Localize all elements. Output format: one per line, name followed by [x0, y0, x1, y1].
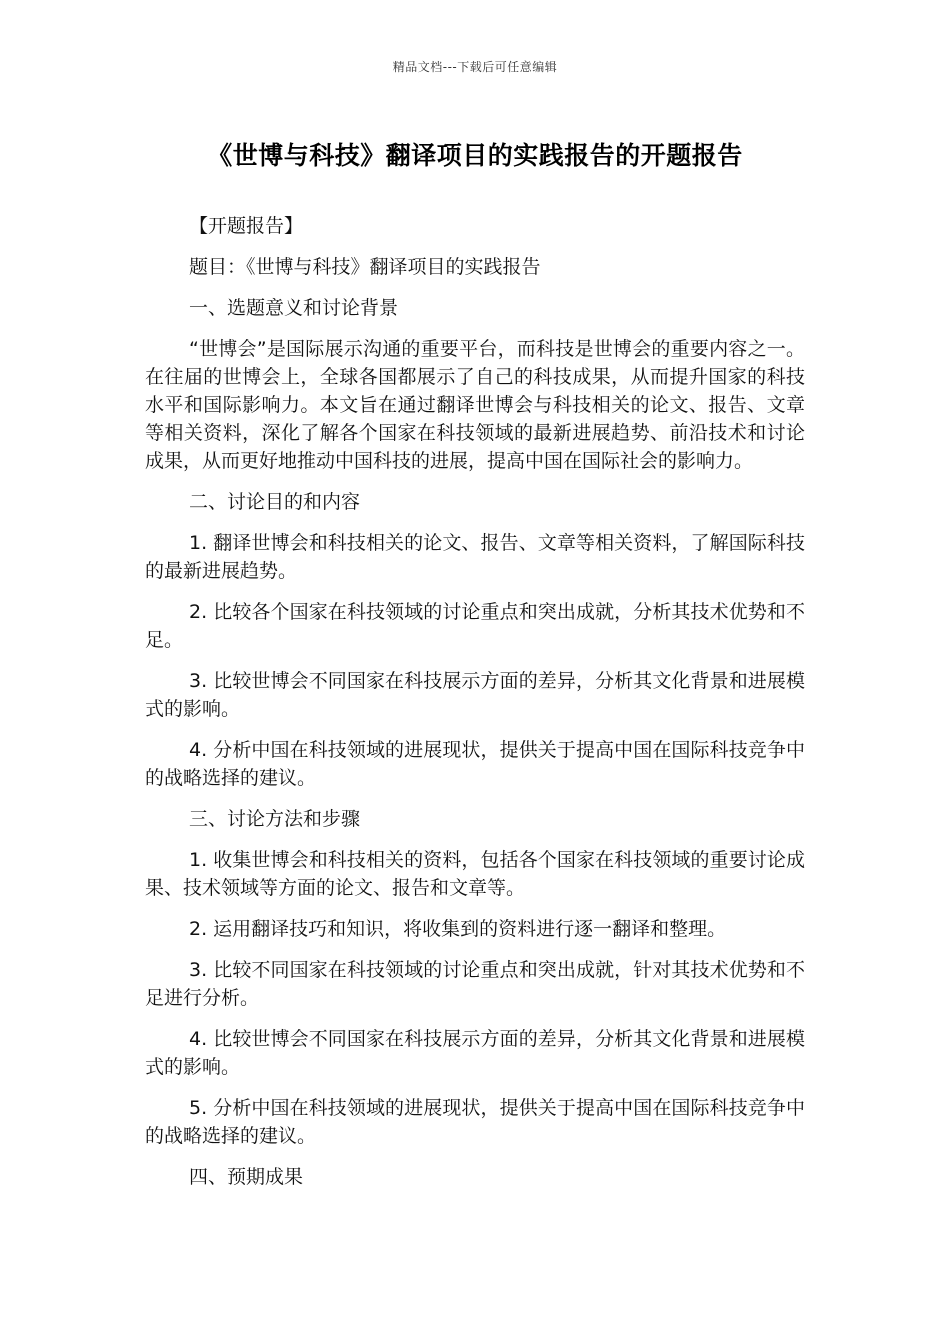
- list-item: [145, 915, 805, 943]
- report-label: 【开题报告】: [189, 215, 304, 237]
- list-item: [145, 1094, 805, 1150]
- topic-line: 题目：《世博与科技》翻译项目的实践报告: [189, 256, 541, 278]
- item-number: 2.: [189, 918, 208, 940]
- item-number: 4.: [189, 739, 208, 761]
- item-number: 1.: [189, 532, 208, 554]
- section-1-paragraph: “世博会”是国际展示沟通的重要平台，而科技是世博会的重要内容之一。在往届的世博会上，全球各国都展示了自己的科技成果，从而提升国家的科技水平和国际影响力。本文旨在通过翻译世博会与科技相关的论文、报告、文章等相关资料，深化了解各个国家在科技领域的最新进展趋势、前沿技术和讨论成果，从而更好地推动中国科技的进展，提高中国在国际社会的影响力。: [145, 338, 805, 472]
- item-number: 2.: [189, 601, 208, 623]
- item-text: 分析中国在科技领域的进展现状，提供关于提高中国在国际科技竞争中的战略选择的建议。: [145, 739, 805, 789]
- item-number: 3.: [189, 959, 208, 981]
- list-item: [145, 1025, 805, 1081]
- list-item: [145, 598, 805, 654]
- list-item: [145, 736, 805, 792]
- item-text: 分析中国在科技领域的进展现状，提供关于提高中国在国际科技竞争中的战略选择的建议。: [145, 1097, 805, 1147]
- document-title: 《世博与科技》翻译项目的实践报告的开题报告: [207, 141, 743, 170]
- item-text: 比较不同国家在科技领域的讨论重点和突出成就，针对其技术优势和不足进行分析。: [145, 959, 805, 1009]
- item-text: 运用翻译技巧和知识，将收集到的资料进行逐一翻译和整理。: [213, 918, 727, 940]
- header-note: 精品文档---下载后可任意编辑: [392, 60, 558, 74]
- item-text: 翻译世博会和科技相关的论文、报告、文章等相关资料，了解国际科技的最新进展趋势。: [145, 532, 805, 582]
- list-item: [145, 529, 805, 585]
- section-heading-2: 二、讨论目的和内容: [189, 491, 361, 513]
- item-number: 3.: [189, 670, 208, 692]
- section-heading-3: 三、讨论方法和步骤: [189, 808, 361, 830]
- list-item: [145, 667, 805, 723]
- section-heading-4: 四、预期成果: [189, 1166, 304, 1188]
- item-text: 比较世博会不同国家在科技展示方面的差异，分析其文化背景和进展模式的影响。: [145, 670, 805, 720]
- item-text: 收集世博会和科技相关的资料，包括各个国家在科技领域的重要讨论成果、技术领域等方面的论文、报告和文章等。: [145, 849, 805, 899]
- item-text: 比较各个国家在科技领域的讨论重点和突出成就，分析其技术优势和不足。: [145, 601, 805, 651]
- section-heading-1: 一、选题意义和讨论背景: [189, 297, 399, 319]
- document-body: [145, 212, 805, 1204]
- item-number: 4.: [189, 1028, 208, 1050]
- list-item: [145, 846, 805, 902]
- item-number: 1.: [189, 849, 208, 871]
- item-text: 比较世博会不同国家在科技展示方面的差异，分析其文化背景和进展模式的影响。: [145, 1028, 805, 1078]
- list-item: [145, 956, 805, 1012]
- item-number: 5.: [189, 1097, 208, 1119]
